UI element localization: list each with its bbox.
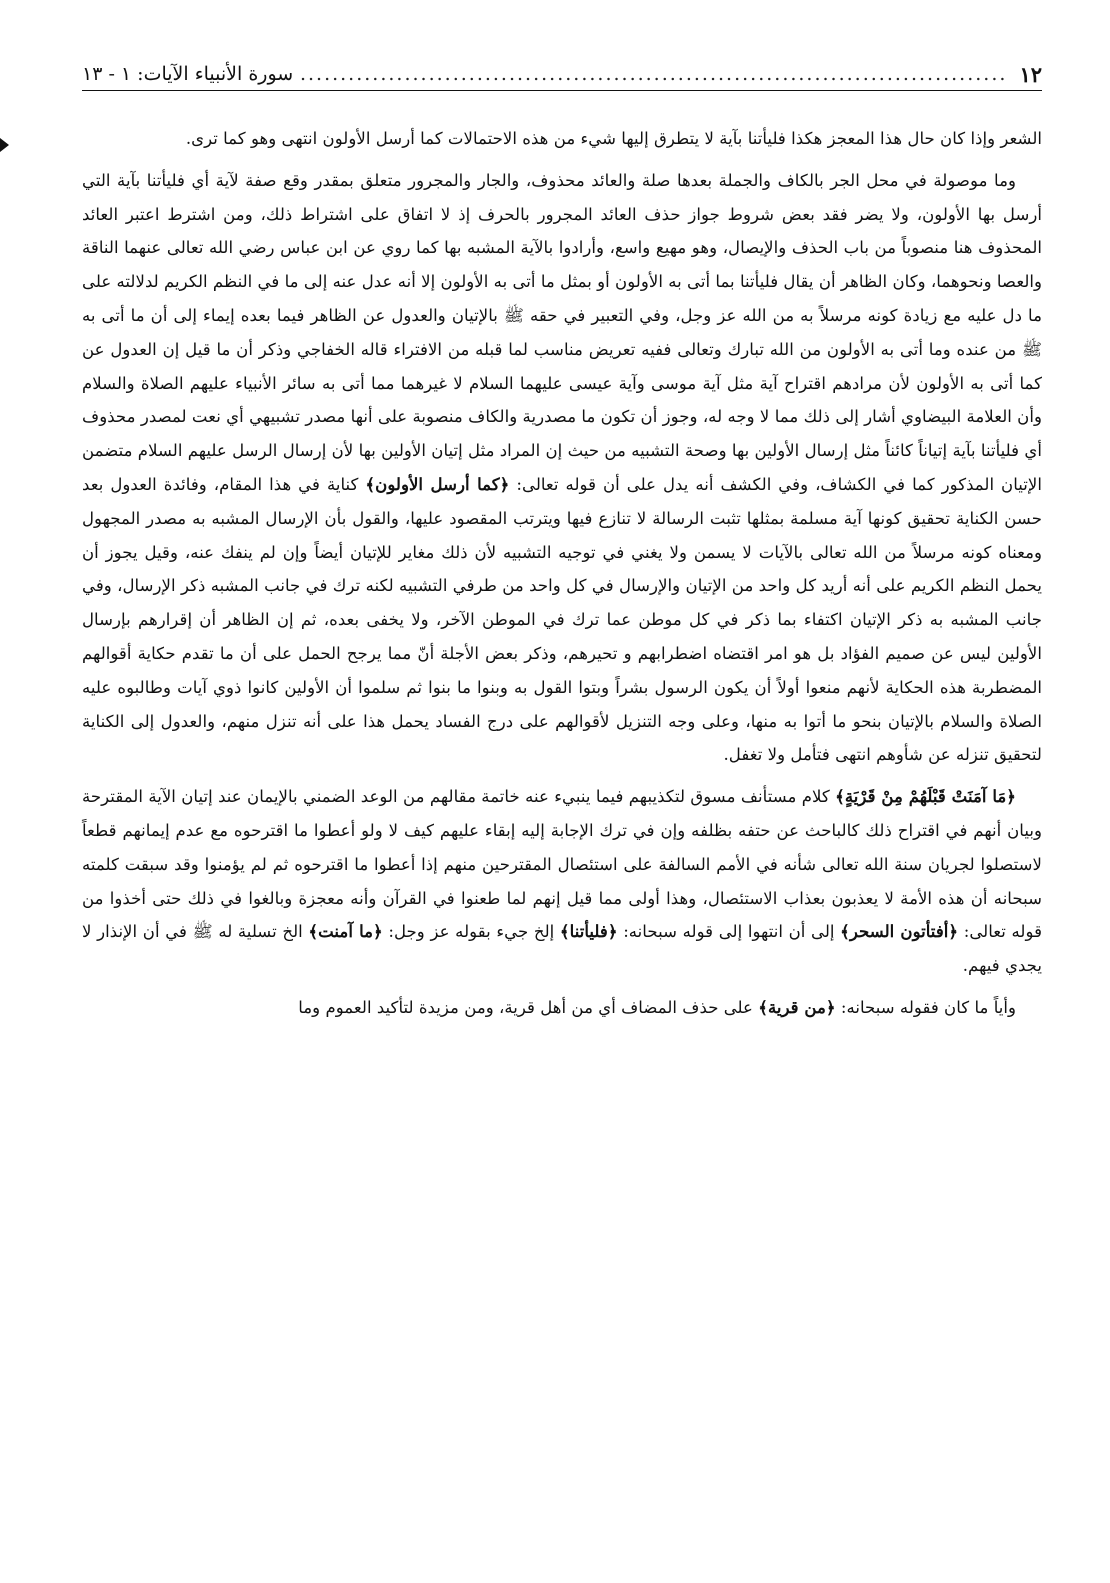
paragraph-3 [82, 780, 1042, 983]
header-leader-dots [299, 63, 1007, 85]
paragraph-2 [82, 164, 1042, 772]
text-segment: الشعر وإذا كان حال هذا المعجز هكذا فليأتنا بآية لا يتطرق إليها شيء من هذه الاحتمالات كما أرسل الأولون انتهى وهو كما ترى. [185, 129, 1042, 148]
margin-mark [0, 138, 9, 152]
page-body [82, 122, 1042, 1033]
text-segment: كناية في هذا المقام، وفائدة العدول بعد حسن الكناية تحقيق كونها آية مسلمة بمثلها تثبت الرسالة لا تنازع فيها ويترتب المقصود عليها، والقول بأن الإرسال المشبه به مصدر المجهول ومعناه كونه مرسلاً من الله تعالى بالآيات لا يسمن ولا يغني في توجيه التشبيه لأن ذلك مغاير للإتيان أيضاً وإن لم ينفك عنه، وقيل يجوز أن يحمل النظم الكريم على أنه أريد كل واحد من الإتيان والإرسال في كل واحد من طرفي التشبيه لكنه ترك في جانب المشبه ذكر الإرسال، وفي جانب المشبه به ذكر الإتيان اكتفاء بما ذكر في كل موطن عما ترك في الموطن الآخر، ولا يخفى بعده، ثم إن الظاهر أن إقرارهم بإرسال الأولين ليس عن صميم الفؤاد بل هو امر اقتضاه اضطرابهم و تحيرهم، وذكر بعض الأجلة أنّ مما يرجح الحمل على أن ما تقدم حكاية أقوالهم المضطربة هذه الحكاية لأنهم منعوا أولاً أن يكون الرسول بشراً وبتوا القول به وبنوا ما بنوا ثم سلموا أن الأولين كانوا ذوي آيات وطالبوه عليه الصلاة والسلام بالإتيان بنحو ما أتوا به منها، وعلى وجه التنزيل لأقوالهم على درج الفساد يحمل هذا على أنه تنزل منهم، والعدول إلى الكناية لتحقيق تنزله عن شأوهم انتهى فتأمل ولا تغفل. [82, 474, 1042, 765]
running-title: سورة الأنبياء الآيات: ١ - ١٣ [82, 63, 294, 85]
text-segment: إلى أن انتهوا إلى قوله سبحانه: [617, 922, 841, 942]
paragraph-4 [82, 991, 1042, 1025]
page-header [82, 58, 1042, 91]
quran-quote: ﴿مَا آمَنَتْ قَبْلَهُمْ مِنْ قَرْيَةٍ﴾ [835, 786, 1017, 807]
page-number: ١٢ [1019, 61, 1042, 87]
paragraph-1 [82, 122, 1042, 156]
quran-quote: ﴿فليأتنا﴾ [559, 921, 618, 942]
text-segment: إلخ جيء بقوله عز وجل: [382, 922, 560, 942]
text-segment: وأياً ما كان فقوله سبحانه: [835, 997, 1016, 1017]
text-segment: على حذف المضاف أي من أهل قرية، ومن مزيدة لتأكيد العموم وما [298, 997, 759, 1017]
quran-quote: ﴿من قرية﴾ [758, 996, 836, 1017]
quran-quote: ﴿أفتأتون السحر﴾ [840, 921, 959, 942]
quran-quote: ﴿كما أرسل الأولون﴾ [365, 473, 510, 494]
text-segment: الخ تسلية له ﷺ في أن الإنذار لا يجدي فيهم. [82, 922, 1042, 976]
text-segment: كلام مستأنف مسوق لتكذيبهم فيما ينبيء عنه خاتمة مقالهم من الوعد الضمني بالإيمان عند إتيان الآية المقترحة وبيان أنهم في اقتراح ذلك كالباحث عن حتفه بظلفه وإن في ترك الإجابة إليه إبقاء عليهم كيف لا ولو أعطوا ما اقترحوه مع عدم إيمانهم قطعاً لاستصلوا لجريان سنة الله تعالى شأنه في الأمم السالفة على استئصال المقترحين منهم إذا أعطوا ما اقترحوه ثم لم يؤمنوا وقد سبقت كلمته سبحانه أن هذه الأمة لا يعذبون بعذاب الاستئصال، وهذا أولى مما قيل إنهم لما طعنوا في القرآن وأنه معجزة وبالغوا في ذلك حتى أخذوا من قوله تعالى: [82, 787, 1042, 942]
text-segment: وما موصولة في محل الجر بالكاف والجملة بعدها صلة والعائد محذوف، والجار والمجرور متعلق بمقدر وقع صفة لآية أي فليأتنا بآية التي أرسل بها الأولون، ولا يضر فقد بعض شروط جواز حذف العائد المجرور بالحرف إذ لا اتفاق على اشتراط ذلك، ومن اشترط اعتبر العائد المحذوف هنا منصوباً من باب الحذف والإيصال، وهو مهيع واسع، وأرادوا بالآية المشبه بها كما روي عن ابن عباس رضي الله تعالى عنهما الناقة والعصا ونحوهما، وكان الظاهر أن يقال فليأتنا بما أتى به الأولون أو بمثل ما أتى به الأولون إلا أنه عدل عنه إلى ما في النظم الكريم لدلالته على ما دل عليه مع زيادة كونه مرسلاً به من الله عز وجل، وفي التعبير في حقه ﷺ بالإتيان والعدول عن الظاهر فيما بعده إيماء إلى أن ما أتى به ﷺ من عنده وما أتى به الأولون من الله تبارك وتعالى ففيه تعريض مناسب لما قبله من الافتراء قاله الخفاجي وذكر أن ما قيل إن العدول عن كما أتى به الأولون لأن مرادهم اقتراح آية مثل آية موسى وآية عيسى عليهما السلام لا غيرهما مما أتى به سائر الأنبياء عليهم الصلاة والسلام وأن العلامة البيضاوي أشار إلى ذلك مما لا وجه له، وجوز أن تكون ما مصدرية والكاف منصوبة على أنها مصدر تشبيهي أي نعت لمصدر محذوف أي فليأتنا بآية إتياناً كائناً مثل إرسال الأولين بها وصحة التشبيه من حيث إن المراد مثل إتيان الأولين بها لأن إرسال الرسل عليهم السلام متضمن الإتيان المذكور كما في الكشاف، وفي الكشف أنه يدل على أن قوله تعالى: [82, 170, 1042, 494]
quran-quote: ﴿ما آمنت﴾ [308, 921, 383, 942]
